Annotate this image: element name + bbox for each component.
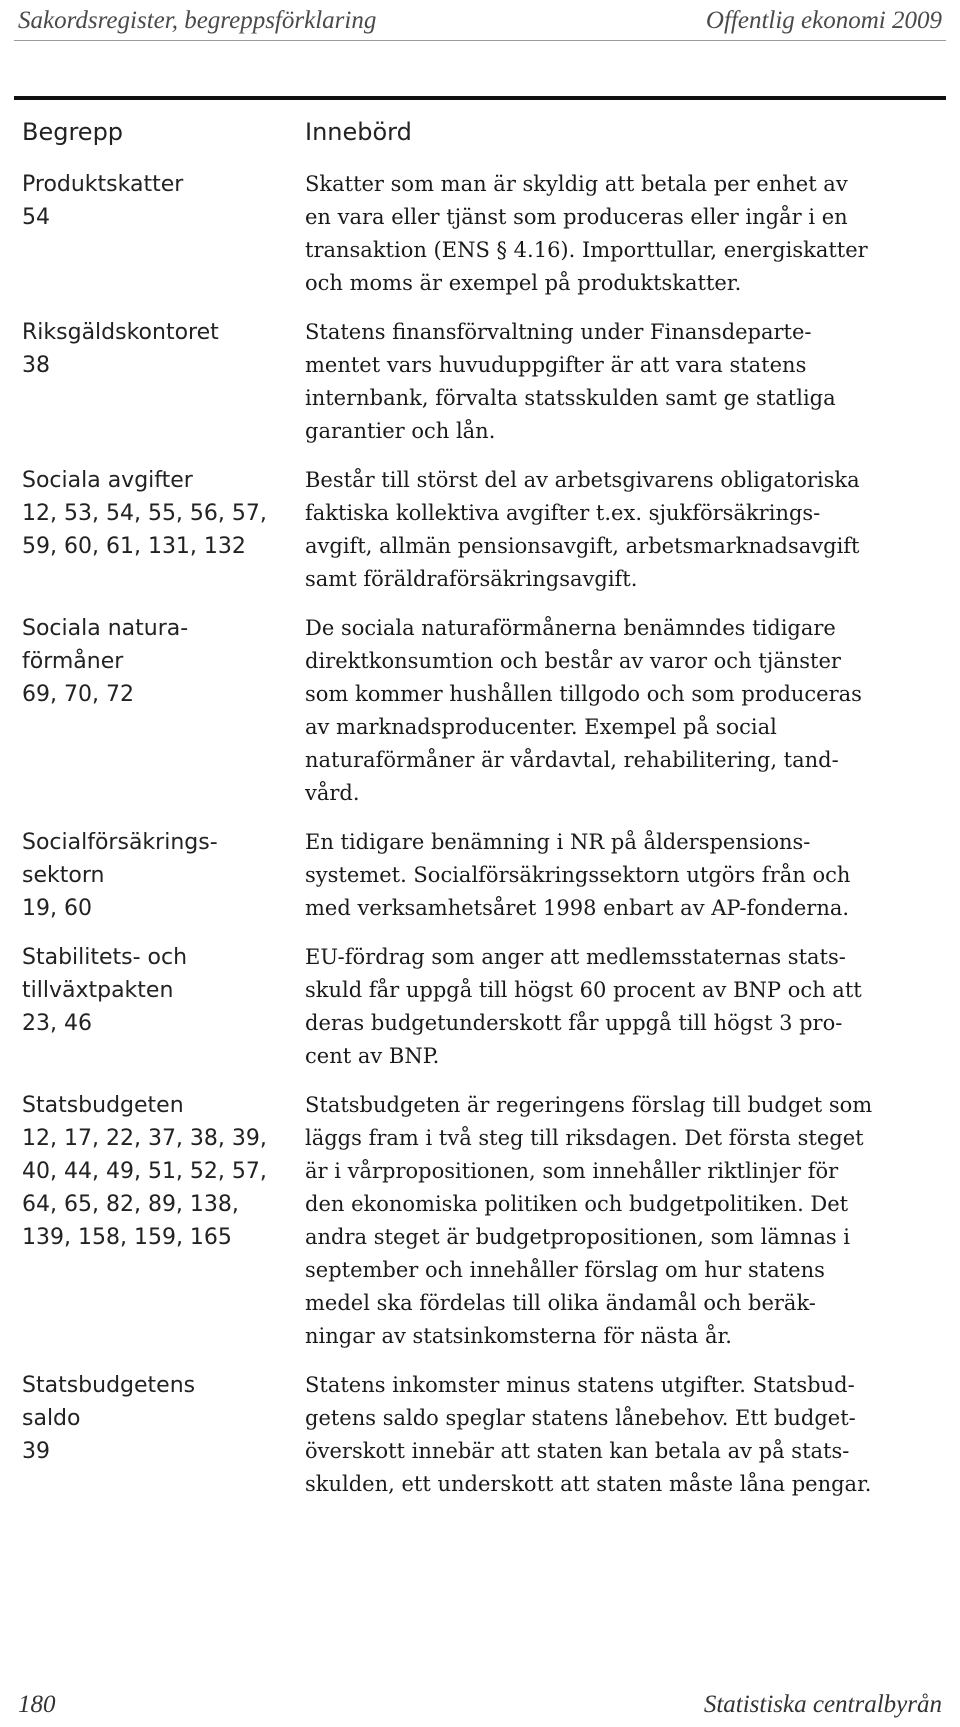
term-page-refs: förmåner xyxy=(22,649,124,674)
term-name: Stabilitets- och xyxy=(22,945,188,970)
definition-line: systemet. Socialförsäkringssektorn utgörs från och xyxy=(305,863,851,887)
glossary-table xyxy=(22,116,947,1501)
definition-line: ningar av statsinkomsterna för nästa år. xyxy=(305,1324,732,1348)
term-page-refs: 40, 44, 49, 51, 52, 57, xyxy=(22,1159,267,1184)
definition-line: samt föräldraförsäkringsavgift. xyxy=(305,567,638,591)
definition-line: EU-fördrag som anger att medlemsstaternas stats- xyxy=(305,945,846,969)
definition-line: Statens finansförvaltning under Finansdeparte- xyxy=(305,320,812,344)
glossary-entry xyxy=(22,1089,947,1353)
term-page-refs: sektorn xyxy=(22,863,105,888)
definition-line: transaktion (ENS § 4.16). Importtullar, energiskatter xyxy=(305,238,868,262)
glossary-entry xyxy=(22,1369,947,1501)
entry-term xyxy=(22,941,305,1073)
term-page-refs: 54 xyxy=(22,205,50,230)
definition-line: Statsbudgeten är regeringens förslag till budget som xyxy=(305,1093,873,1117)
definition-line: den ekonomiska politiken och budgetpolitiken. Det xyxy=(305,1192,849,1216)
glossary-entry xyxy=(22,612,947,810)
publisher-name: Statistiska centralbyrån xyxy=(703,1691,942,1718)
entry-definition xyxy=(305,168,947,300)
term-page-refs: 12, 53, 54, 55, 56, 57, xyxy=(22,501,267,526)
term-page-refs: 64, 65, 82, 89, 138, xyxy=(22,1192,239,1217)
term-page-refs: 139, 158, 159, 165 xyxy=(22,1225,232,1250)
column-header-term: Begrepp xyxy=(22,118,124,146)
definition-line: En tidigare benämning i NR på ålderspensions- xyxy=(305,830,811,854)
definition-line: mentet vars huvuduppgifter är att vara statens xyxy=(305,353,807,377)
entry-term xyxy=(22,1369,305,1501)
term-page-refs: 69, 70, 72 xyxy=(22,682,134,707)
definition-line: vård. xyxy=(305,781,360,805)
entry-definition xyxy=(305,316,947,448)
glossary-entries xyxy=(22,168,947,1501)
running-header xyxy=(18,4,942,38)
table-top-rule xyxy=(14,96,946,100)
definition-line: med verksamhetsåret 1998 enbart av AP-fonderna. xyxy=(305,896,850,920)
definition-line: faktiska kollektiva avgifter t.ex. sjukförsäkrings- xyxy=(305,501,821,525)
glossary-entry xyxy=(22,826,947,925)
term-name: Produktskatter xyxy=(22,172,184,197)
entry-definition xyxy=(305,826,947,925)
definition-line: garantier och lån. xyxy=(305,419,496,443)
definition-line: cent av BNP. xyxy=(305,1044,440,1068)
term-page-refs: 59, 60, 61, 131, 132 xyxy=(22,534,246,559)
definition-line: och moms är exempel på produktskatter. xyxy=(305,271,742,295)
term-name: Sociala avgifter xyxy=(22,468,193,493)
definition-line: som kommer hushållen tillgodo och som produceras xyxy=(305,682,862,706)
definition-line: andra steget är budgetpropositionen, som lämnas i xyxy=(305,1225,851,1249)
definition-line: direktkonsumtion och består av varor och tjänster xyxy=(305,649,841,673)
entry-definition xyxy=(305,1369,947,1501)
term-page-refs: 23, 46 xyxy=(22,1011,92,1036)
term-page-refs: saldo xyxy=(22,1406,81,1431)
definition-line: medel ska fördelas till olika ändamål och beräk- xyxy=(305,1291,816,1315)
entry-term xyxy=(22,1089,305,1353)
column-header-row xyxy=(22,116,947,168)
entry-definition xyxy=(305,941,947,1073)
entry-definition xyxy=(305,464,947,596)
term-page-refs: tillväxtpakten xyxy=(22,978,174,1003)
term-name: Riksgäldskontoret xyxy=(22,320,219,345)
definition-line: är i vårpropositionen, som innehåller riktlinjer för xyxy=(305,1159,839,1183)
definition-line: getens saldo speglar statens lånebehov. Ett budget- xyxy=(305,1406,856,1430)
glossary-entry xyxy=(22,464,947,596)
entry-definition xyxy=(305,1089,947,1353)
term-page-refs: 19, 60 xyxy=(22,896,92,921)
definition-line: september och innehåller förslag om hur statens xyxy=(305,1258,825,1282)
definition-line: skulden, ett underskott att staten måste låna pengar. xyxy=(305,1472,872,1496)
entry-term xyxy=(22,612,305,810)
definition-line: naturaförmåner är vårdavtal, rehabilitering, tand- xyxy=(305,748,839,772)
page-number: 180 xyxy=(18,1691,56,1718)
page-footer xyxy=(18,1688,942,1722)
definition-line: överskott innebär att staten kan betala av på stats- xyxy=(305,1439,850,1463)
entry-term xyxy=(22,826,305,925)
header-section-title: Sakordsregister, begreppsförklaring xyxy=(18,7,377,34)
definition-line: av marknadsproducenter. Exempel på social xyxy=(305,715,777,739)
entry-term xyxy=(22,168,305,300)
definition-line: skuld får uppgå till högst 60 procent av BNP och att xyxy=(305,978,862,1002)
entry-term xyxy=(22,316,305,448)
definition-line: internbank, förvalta statsskulden samt ge statliga xyxy=(305,386,836,410)
column-header-definition: Innebörd xyxy=(305,118,412,146)
header-divider xyxy=(14,40,946,41)
entry-definition xyxy=(305,612,947,810)
term-page-refs: 39 xyxy=(22,1439,50,1464)
definition-line: en vara eller tjänst som produceras eller ingår i en xyxy=(305,205,848,229)
glossary-entry xyxy=(22,941,947,1073)
entry-term xyxy=(22,464,305,596)
term-name: Statsbudgetens xyxy=(22,1373,196,1398)
definition-line: läggs fram i två steg till riksdagen. Det första steget xyxy=(305,1126,864,1150)
glossary-entry xyxy=(22,168,947,300)
definition-line: De sociala naturaförmånerna benämndes tidigare xyxy=(305,616,836,640)
term-page-refs: 38 xyxy=(22,353,50,378)
term-name: Socialförsäkrings- xyxy=(22,830,218,855)
glossary-entry xyxy=(22,316,947,448)
definition-line: Består till störst del av arbetsgivarens obligatoriska xyxy=(305,468,860,492)
definition-line: Statens inkomster minus statens utgifter. Statsbud- xyxy=(305,1373,855,1397)
definition-line: Skatter som man är skyldig att betala per enhet av xyxy=(305,172,848,196)
term-name: Sociala natura- xyxy=(22,616,189,641)
definition-line: avgift, allmän pensionsavgift, arbetsmarknadsavgift xyxy=(305,534,860,558)
term-page-refs: 12, 17, 22, 37, 38, 39, xyxy=(22,1126,267,1151)
term-name: Statsbudgeten xyxy=(22,1093,184,1118)
definition-line: deras budgetunderskott får uppgå till högst 3 pro- xyxy=(305,1011,843,1035)
header-publication-title: Offentlig ekonomi 2009 xyxy=(705,7,942,34)
